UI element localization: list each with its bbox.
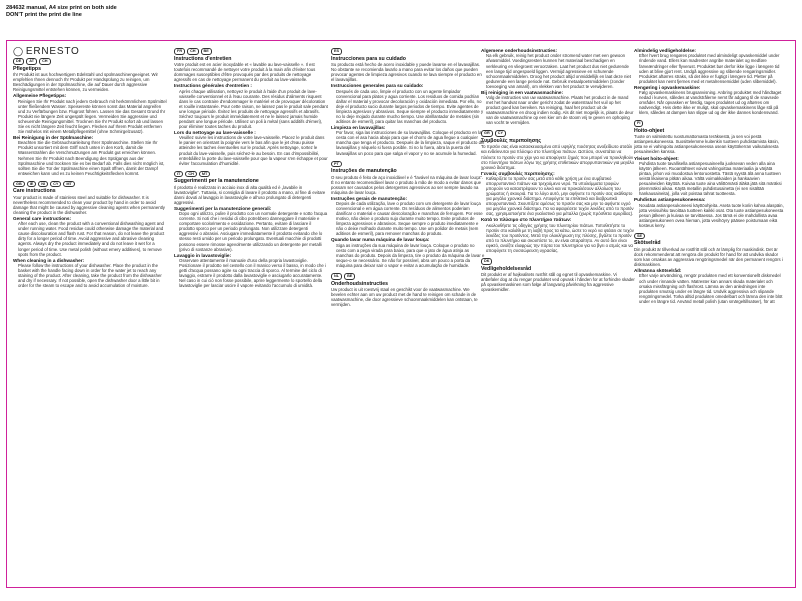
brand-name: ERNESTO bbox=[25, 46, 80, 57]
section-intro: Tuote on valmistettu ruostumattomasta teräksestä, ja sen voi pestä astianpesukoneessa. Suosittelemme kuitenkin tuotteen puhdistamista käsin, jotta se ei vahingoitu astianpesukoneessa usean käyttökerran vaikutuksesta pesuaineiden kanssa. bbox=[634, 134, 779, 155]
section-heading: Quando lavar numa máquina de lavar louça: bbox=[331, 237, 430, 243]
column-3 bbox=[331, 47, 485, 307]
section-heading: Instructions générales d'entretien : bbox=[174, 83, 252, 89]
section-heading: Algemene onderhoudsinstructies: bbox=[481, 48, 558, 53]
brand-logo bbox=[13, 46, 167, 57]
section-intro: Το προϊόν σας είναι κατασκευασμένο από υψηλής ποιότητας ανοξείδωτο ατσάλι και ενδείκνυται για πλύσιμο στο πλυντήριο πιάτων. Ωστόσο, συνιστάται να πλένετε το προϊόν στο χέρι για να αποφύγετε ζημιές που μπορεί να προκληθούν στο πλυντήριο πιάτων λόγω της χρήσης επιθετικών απορρυπαντικών για μεγάλο χρονικό διάστημα. bbox=[481, 144, 634, 170]
section-heading: Puhdistus astianpesukoneessa: bbox=[634, 197, 706, 203]
column-2 bbox=[174, 47, 328, 288]
country-badges-fr bbox=[174, 48, 328, 55]
column-5 bbox=[634, 47, 784, 304]
section-text: Ακολουθήστε τις οδηγίες χρήσης του πλυντηρίου πιάτων. Τοποθετήστε το προϊόν στο καλάθι με τη λαβή προς τα κάτω, ώστε το νερό να φτάσει σε τυχόν λεκέδες του προϊόντος. Μετά την ολοκλήρωση της πλύσης, βγάλτε το προϊόν από το πλυντήριο και σκουπίστε το, αν είναι απαραίτητο. Αν αυτό δεν είναι εφικτό, ανοίξτε ελαφρώς την πόρτα του πλυντηρίου για να βγει ο ατμός και να αποφύγετε τη συσσώρευση υγρασίας. bbox=[486, 222, 634, 254]
section-intro: Dit produkt er af højkvalitets rustfrit stål og egnet til opvaskemaskine. Vi anbefaler dog at du rengør produktet ved opvask i hånden for at forhindre skader på opvaskemaskinen som følge af langvarig påvirkning fra aggressive opvaskemidler. bbox=[481, 272, 635, 293]
country-badges-fi bbox=[634, 120, 784, 127]
section-text: Efter varje användning, rengör produkten med ett konventionellt diskmedel och under rinnande vatten. Matrester kan annars skada materialet och orsaka missfärgning och flashrost. Lämna av den anledningen inte produkten smutsig under en längre tid. Undvik aggressiva och slipande rengöringsmedel. Torka alltid produkten omedelbart och lämna den inte blöt under en längre tid. Använd metall polish (utan smärgeltillsatser), för att bbox=[639, 273, 783, 304]
section-intro: Votre produit est en acier inoxydable et « lavable au lave-vaisselle ». Il est toutefois recommandé de nettoyer votre produit à la main afin d'éviter tous dommages susceptibles d'être provoqués par des produits de nettoyage agressifs en cas de nettoyage permanent du produit au lave-vaisselle. bbox=[174, 62, 316, 83]
country-badge: AT bbox=[26, 58, 37, 65]
section-text: Na elk gebruik, reinig het product onder stromend water met een gewoon afwasmiddel. Voedingsresten kunnen het materiaal beschadigen en verkleuring en vliegroest veroorzaken. Laat het product dus niet gedurende een lange tijd ongespoeld liggen. Vermijd agressieve en schurende schoonmaakmiddelen. Droog het product altijd onmiddellijk en laat deze niet gedurende een lange periode nat. Gebruik metaalpoetsmiddelen (zonder toevoeging van amaril), om vlekken van het product te verwijderen. bbox=[486, 53, 631, 89]
section-text: Après chaque utilisation, nettoyez le produit à l'aide d'un produit de lave-vaisselle conventionnel et à l'eau courante. Des résidus d'aliments risquent dans le cas contraire d'endommager le matériel et de provoquer décoloration et rouille instantanée. Pour cette raison, ne laissez pas le produit sale pendant une longue période. Évitez les produits de nettoyage agressifs et abrasifs. Séchez toujours le produit immédiatement et ne le laissez jamais humide pendant une longue période. Utilisez un poli à métal (sans additifs d'émeri), pour éliminer toutes taches du produit. bbox=[179, 88, 328, 129]
country-badge: ES bbox=[331, 48, 342, 55]
country-badge: MT bbox=[63, 181, 74, 188]
section-title: Pflegetipps bbox=[13, 65, 41, 72]
section-heading: Yleiset hoito-ohjeet: bbox=[634, 155, 679, 161]
country-badge: FR bbox=[174, 48, 185, 55]
column-4 bbox=[481, 47, 635, 292]
country-badges-gr bbox=[481, 130, 635, 137]
country-badges-se bbox=[634, 233, 784, 240]
section-text: Osservare attentamente il manuale d'uso della propria lavastoviglie. Posizionare il prodotto nel cestello con il manico verso il basso, in modo che i getti d'acqua possano agire su ogni traccia di sporco. Al termine del ciclo di lavaggio, estrarre il prodotto dalla lavastoviglie e asciugarlo accuratamente. Nel caso in cui ciò non fosse possibile, aprire leggermente lo sportello della lavastoviglie per lasciar uscire il vapore evitando l'accumulo di umidità. bbox=[179, 258, 326, 289]
print-note bbox=[6, 5, 117, 19]
section-heading: Suggerimenti per la manutenzione generali: bbox=[174, 205, 272, 211]
country-badge: DK bbox=[481, 258, 492, 265]
country-badge: MT bbox=[199, 171, 210, 178]
country-badges-it bbox=[174, 171, 328, 178]
section-text: Please follow the instructions of your dishwasher. Place the product in the basket with the handle facing down in order for the water jet to reach any staining of the product. After cleaning, take the product from the dishwasher and dry if necessary. If not possible, open the dishwasher door a little bit in order for the steam to escape and to avoid accumulation of moisture. bbox=[18, 263, 162, 289]
section-title: Instructions d'entretien bbox=[174, 55, 232, 62]
country-badges-pt bbox=[331, 161, 485, 168]
section-title: Skötselråd bbox=[634, 240, 661, 247]
column-1 bbox=[13, 47, 167, 288]
country-badge: PT bbox=[331, 161, 342, 168]
section-text: Reinigen Sie Ihr Produkt nach jedem Gebrauch mit herkömmlichem Spülmittel unter fließendem Wasser. Speisereste können sonst das Material angreifen und zu Verfärbungen bzw. Flugrost führen. Lassen Sie das Gesamt Grund Ihr Produkt nie längere Zeit ungespült liegen. Vermeiden Sie aggressive und scheuernde Reinigungsmittel. Trocknen Sie Ihr Produkt sofort ab und lassen Sie es nicht längere Zeit feucht liegen. Flecken auf Ihrem Produkt entfernen Sie mühelos mit einem Metallpflegemittel (ohne Schmirgelzusatz). bbox=[18, 98, 167, 134]
section-text: Efter hvert brug rengøres produktet med almindeligt opvaskemiddel under rindende vand. Ellers kan madrester angribe materialet og medføre farveændringer eller flyverust. Produktet bør derfor ikke ligge i længere tid uden at blive gjort rent. Undgå aggressive og slibende rengøringsmidler. Produktet aftørres straks, så det ikke er fugtigt i længere tid. Pletter på produktet kan nemt fjernes med et metalrensemiddel (uden slibemiddel). bbox=[639, 53, 780, 84]
country-badge: CH bbox=[187, 48, 198, 55]
section-title: Suggerimenti per la manutenzione bbox=[174, 178, 259, 185]
section-text: Depois de cada utilização, lave o produto com um detergente de lavar louça convencional e em água corrente. Os resíduos de alimentos poderiam danificar o material e causar descoloração e manchas de ferrugem. Por esse motivo, não deixe o produto sujo durante muito tempo. Evite produtos de limpeza agressivos e abrasivos. Seque sempre o produto imediatamente e não o deixe molhado durante muito tempo. Use um polidor de metais (sem aditivos de esmeril), para remover manchas do produto. bbox=[336, 201, 483, 237]
print-note-line-1: 284632 manual, A4 size print on both side bbox=[6, 5, 117, 11]
country-badge: CH bbox=[185, 171, 196, 178]
section-title: Συμβουλές περιποίησης bbox=[481, 138, 542, 145]
section-heading: Κατά το πλύσιμο στο πλυντήριο πιάτων: bbox=[481, 217, 572, 223]
section-title: Vedligeholdelsesråd bbox=[481, 265, 532, 272]
country-badge: BE bbox=[344, 273, 355, 280]
section-text: Følg opvaskemaskinens brugsanvisning. Anbring produktet med håndtaget nedad i kurven, således at vandstrålerne nemt får adgang til de snavsede områder. Når opvasken er færdig, tages produktet ud og aftørres om nødvendigt. Hvis dette ikke er muligt, skal opvaskemaskinens låge stå på klem, således at dampen kan slippe ud og der ikke dannes kondensvand. bbox=[639, 90, 782, 116]
country-badge: CY bbox=[50, 181, 61, 188]
section-intro: Su producto está hecho de acero inoxidable y puede lavarse en el lavavajillas. No obstante se recomienda lavarlo a mano para evitar los daños que pueden provocar agentes de limpieza agresivos cuando se lava siempre el producto en el lavavajillas. bbox=[331, 62, 482, 83]
section-intro: Din produkt är tillverkad av rostfritt stål och är lämplig för maskindisk. Det är dock rekommenderat att rengöra din produkt för hand för att undvika skador som kan orsakas av aggressiva rengöringsmedel när den permanent rengörs i diskmaskinen. bbox=[634, 246, 783, 268]
section-heading: Lavaggio in lavastoviglie: bbox=[174, 252, 232, 258]
country-badges-dk bbox=[481, 258, 635, 265]
country-badges-en bbox=[13, 181, 167, 188]
country-badge: FI bbox=[634, 120, 643, 127]
section-heading: Instruções gerais de manutenção: bbox=[331, 195, 408, 201]
section-title: Onderhoudsinstructies bbox=[331, 280, 389, 287]
brand-mark-icon: ◯ bbox=[13, 46, 24, 56]
section-heading: Almindelig vedligeholdelse: bbox=[634, 48, 696, 53]
section-text: After each use, clean the product with a conventional dishwashing agent and under running water. Food residue could otherwise damage the material and cause discolouration and flash rust. For that reason, do not leave the product dirty for a longer period of time. Avoid aggressive and abrasive cleaning agents. Always dry the product immediately and do not leave it wet for a longer period of time. Use metal polish (without emery additives), to remove spots from the product. bbox=[18, 221, 165, 257]
section-heading: Allmänna skötselråd: bbox=[634, 268, 682, 274]
section-title: Instruções de manutenção bbox=[331, 168, 397, 175]
section-text: Siga as instruções da sua máquina de lavar louça. Coloque o produto no cesto com a pega virada para baixo, para que o jato de água atinja as manchas do produto. Depois da limpeza, tire o produto da máquina de lavar e seque-o se necessário. Se não for possível, abra um pouco a porta da máquina para deixar sair o vapor e evitar a acumulação de humidade. bbox=[336, 242, 485, 269]
section-heading: Allgemeine Pflegetipps: bbox=[13, 93, 67, 99]
section-title: Instrucciones para su cuidado bbox=[331, 55, 406, 62]
country-badge: NI bbox=[38, 181, 48, 188]
section-heading: Limpieza en lavavajillas: bbox=[331, 124, 386, 130]
section-text: Noudata astianpesukoneesi käyttöohjeita. Aseta tuote koriin kahva alaspäin, jotta vesisuihku tavoittaa tuotteen kaikki osat. Ota tuote astianpesukoneesta pesun jälkeen ja kuivaa se tarvittaessa. Jos tämä ei ole mahdollista avaa astianpesukoneen ovea hieman, jotta vesihöyry pääsee poistumaan eikä kosteus kerry. bbox=[639, 202, 784, 228]
section-text: Veuillez suivre les instructions de votre lave-vaisselle. Placez le produit dans le panier en orientant la poignée vers le bas afin que le jet d'eau puisse atteindre les taches éventuelles sur le produit. Après nettoyage, sortez le produit du lave-vaisselle, puis séchez-le au besoin. En cas d'impossibilité, entrebâillez la porte du lave-vaisselle pour que la vapeur s'en échappe et pour éviter l'accumulation d'humidité. bbox=[179, 135, 328, 166]
section-text: Después de cada uso, limpie el producto con un agente limpiador convencional para platos y agua corriente. Los residuos de comida podrían dañar el material y provocar decoloración y oxidación inmediata. Por ello, no deje el producto sucio durante largos periodos de tiempo. Evite agentes de limpieza agresivos y abrasivos. Seque siempre el producto inmediatamente y no lo deje mojado durante mucho tiempo. Use abrillantador de metales (sin aditivos de esmeril), para quitar las manchas del producto. bbox=[336, 88, 484, 124]
section-heading: Bei Reinigung in der Spülmaschine: bbox=[13, 134, 94, 140]
section-intro: Your product is made of stainless steel and suitable for dishwasher. It is nevertheless recommended to clean your product by hand in order to avoid damage that might be caused by aggressive cleaning agents when permanently cleaning the product in the dishwasher. bbox=[13, 194, 165, 215]
section-text: Beachten Sie die Gebrauchsanleitung Ihrer Spülmaschine. Stellen Sie Ihr Produkt unsortiert mit dem Griff nach unten in den Korb, damit die Wasserstrahlen die Verschmutzungen am Produkt gut erreichen können. Nehmen Sie Ihr Produkt nach Beendigung des Spülgangs aus der Spülmaschine und trocknen Sie es bei Bedarf ab. Falls dies nicht möglich ist, sollten Sie die Tür der Spülmaschine einen Spalt öffnen, damit der Dampf entweichen kann und es zu keinen Feuchtigkeitsflecken kommt. bbox=[18, 140, 165, 176]
section-text: Dopo ogni utilizzo, pulire il prodotto con un normale detergente e sotto l'acqua corrente. Si noti che i residui di cibo potrebbero danneggiare il materiale e comportare scolorimento e ossidazione. Pertanto, evitare di lasciare il prodotto sporco per un periodo prolungato. Non utilizzare detergenti aggressivi o abrasivi. Asciugare immediatamente il prodotto evitando che lo stesso resti umido per un periodo prolungato. Eventuali macchie di prodotti possono essere rimosse agevolmente utilizzando un detergente per metalli (privo di sostanze abrasive). bbox=[179, 211, 328, 252]
country-badge: BE bbox=[201, 48, 212, 55]
print-note-line-2: DON'T print the print die line bbox=[6, 12, 82, 18]
section-text: Καθαρίζετε το προϊόν σας μετά από κάθε χρήση με ένα συμβατικό απορρυπαντικό πιάτων και τρεχούμενο νερό. Τα υπολείμματα τροφών μπορούν να καταστρέψουν το υλικό και να προκαλέσουν αλλοίωση του χρώματος ή σκουριά. Για το λόγο αυτό, μην αφήνετε το προϊόν σας ακάθαρτο για μεγάλο χρονικό διάστημα. Αποφύγετε τα επιθετικά και διαβρωτικά απορρυπαντικά. Σκουπίζετε αμέσως το προϊόν σας και μην το αφήνετε υγρό για μεγάλο χρονικό διάστημα. Για να αφαιρέσετε τυχόν λεκέδες από το προϊόν σας, χρησιμοποιήστε ένα γυαλιστικό για μέταλλα (χωρίς πρόσθετα σμυρίδας). bbox=[486, 176, 634, 217]
country-badge: GR bbox=[481, 130, 493, 137]
section-heading: General care instructions: bbox=[13, 215, 72, 221]
country-badge: NL bbox=[331, 273, 342, 280]
country-badge: SE bbox=[634, 233, 645, 240]
section-heading: Rengøring i opvaskemaskine: bbox=[634, 84, 701, 90]
country-badge: GB bbox=[13, 181, 25, 188]
country-badges-nl bbox=[331, 273, 485, 280]
section-intro: Ihr Produkt ist aus hochwertigem Edelstahl und spülmaschinengeeignet. Wir empfehlen Ihnen dennoch Ihr Produkt per Handspülung zu reinigen, um Beschädigungen in der Spülmaschine, die auf Dauer durch aggressive Reinigungsmittel entstehen können, zu vermeiden. bbox=[13, 72, 158, 93]
section-intro: Uw product is uit roestvrij staal en geschikt voor de vaatwasmachine. We bevelen echter aan om uw product met de hand te reinigen om schade in de vaatwasmachine, die door agressieve schoonmaakmiddelen kan ontstaan, te vermijden. bbox=[331, 287, 478, 308]
section-text: Volg de instructies van uw vaatwasmachine. Plaats het product in de mand met het handvat naar onder gericht zodat de waterstraal het vuil op het product goed kan bereiken. Na reiniging, haal het product uit de vaatwasmachine en droog indien nodig. Als dit niet mogelijk is, plaats de deur van de vaatwasmachine op een kier om de stoom vrij te geven en ophoping van vocht te vermijden. bbox=[486, 95, 634, 126]
section-heading: Bij reiniging in een vaatwasmachine: bbox=[481, 89, 564, 95]
section-intro: O seu produto é feito de aço inoxidável e é "lavável na máquina de lavar louça". É no entanto recomendável lavar o produto à mão de modo a evitar danos que possam ser causados pelos detergentes agressivos ao ser sempre lavado na máquina de lavar louça. bbox=[331, 174, 484, 195]
country-badge: DE bbox=[13, 58, 24, 65]
section-heading: Instrucciones generales para su cuidado: bbox=[331, 83, 424, 89]
country-badge: IE bbox=[27, 181, 37, 188]
country-badge: IT bbox=[174, 171, 183, 178]
section-heading: When cleaning in a dishwasher: bbox=[13, 257, 85, 263]
section-heading: Lors du nettoyage au lave-vaisselle : bbox=[174, 129, 256, 135]
section-text: Por favor, siga las instrucciones de su lavavajillas. Coloque el producto en la cesta con el asa hacia abajo para que el chorro de agua llegue a cualquier mancha que tenga el producto. Después de la limpieza, saque el producto del lavavajillas y séquelo si fuera posible. Si no lo fuera, abra la puerta del lavavajillas un poco para que salga el vapor y no se acumule la humedad. bbox=[336, 130, 485, 156]
section-title: Hoito-ohjeet bbox=[634, 127, 665, 134]
section-title: Care instructions bbox=[13, 188, 56, 195]
section-heading: Γενικές συμβουλές περιποίησης: bbox=[481, 170, 555, 176]
country-badge: CH bbox=[39, 58, 50, 65]
section-text: Puhdista tuote tavallisella astianpesuaineella juoksevan veden alla aina käytön jälkeen. Ruoantähteet voivat vahingoittaa materiaalia ja värjätä pintaa, johon voi muodostua lentoruostetta. Tästä syystä älä anna tuotteen seistä likaisena pitkän aikaa. Vältä voimakkaiden ja hankaavien pesuaineiden käyttöä. Kuivaa tuote aina välittömästi äläkä jätä sitä märäksi pitemmäksi aikaa. Käytä metallin puhdistusainetta (ei sen sisältää hankausaineita), jolla voit poistaa tahrat tuotteesta. bbox=[639, 160, 782, 197]
country-badges-de bbox=[13, 58, 167, 65]
country-badges-es bbox=[331, 48, 485, 55]
section-intro: Il prodotto è realizzato in acciaio inox di alta qualità ed è „lavabile in lavastoviglie". Tuttavia, si consiglia di lavare il prodotto a mano, al fine di evitare danni dovuti al lavaggio in lavastoviglie e all'uso prolungato di detergenti aggressivi. bbox=[174, 184, 326, 205]
country-badge: CY bbox=[495, 130, 506, 137]
